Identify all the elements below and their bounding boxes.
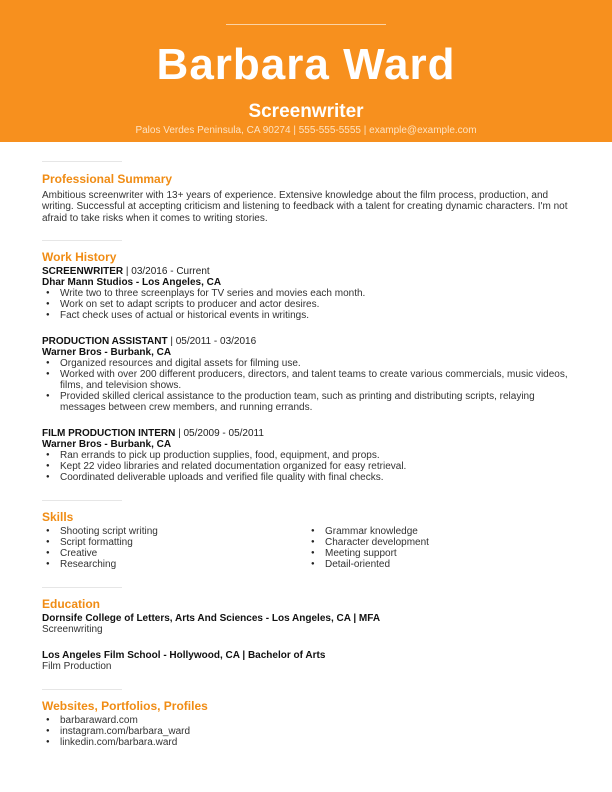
list-item: ● Creative [42,548,307,559]
websites-heading: Websites, Portfolios, Profiles [42,699,208,714]
list-item: ● Organized resources and digital assets for filming use. [42,358,572,369]
websites-section [42,672,572,748]
list-item: ● Character development [307,537,572,548]
list-item: ● Shooting script writing [42,526,307,537]
job-title: SCREENWRITER [42,266,124,278]
summary-heading: Professional Summary [42,172,173,186]
job-entry [42,428,572,483]
website-link[interactable]: ● linkedin.com/barbara.ward [42,737,572,748]
skills-columns [42,526,572,570]
list-item: ● Script formatting [42,537,307,548]
education-heading: Education [42,597,101,612]
list-item: ● Provided skilled clerical assistance to the production team, such as printing and distributing scripts, relaying messages between crew members, and running errands. [42,391,572,413]
job-title-line [42,428,572,439]
education-section [42,570,572,672]
skills-section [42,483,572,570]
education-entry [42,650,572,672]
skills-right-list [307,526,572,570]
website-link[interactable]: ● barbaraward.com [42,715,572,726]
job-dates: | 03/2016 - Current [123,266,210,278]
section-divider [42,161,122,162]
list-item: ● Ran errands to pick up production supplies, food, equipment, and props. [42,450,572,461]
list-item: ● Meeting support [307,548,572,559]
skills-left-list [42,526,307,570]
work-history-heading: Work History [42,250,117,265]
education-entry [42,613,572,635]
list-item: ● Fact check uses of actual or historical events in writings. [42,310,572,321]
job-entry [42,266,572,321]
job-bullets [42,288,572,321]
website-link[interactable]: ● instagram.com/barbara_ward [42,726,572,737]
job-dates: | 05/2011 - 03/2016 [167,336,257,348]
list-item: ● Kept 22 video libraries and related documentation organized for easy retrieval. [42,461,572,472]
summary-section [42,142,572,224]
education-field: Screenwriting [42,624,103,636]
resume-header [0,0,612,142]
websites-list [42,715,572,748]
list-item: ● Detail-oriented [307,559,572,570]
list-item: ● Work on set to adapt scripts to producer and actor desires. [42,299,572,310]
contact-line: Palos Verdes Peninsula, CA 90274 | 555-555-5555 | example@example.com [135,125,477,136]
job-title: PRODUCTION ASSISTANT [42,336,168,348]
section-divider [42,500,122,501]
candidate-name: Barbara Ward [156,40,456,89]
section-divider [42,689,122,690]
education-school: Dornsife College of Letters, Arts And Sciences - Los Angeles, CA | MFA [42,613,381,625]
list-item: ● Coordinated deliverable uploads and verified file quality with final checks. [42,472,572,483]
header-divider [226,24,386,25]
section-divider [42,587,122,588]
list-item: ● Worked with over 200 different producers, directors, and talent teams to create various commercials, music videos, films, and television shows. [42,369,572,391]
job-title-line [42,266,572,277]
candidate-title: Screenwriter [248,101,364,122]
resume-body [42,142,572,748]
job-company: Dhar Mann Studios - Los Angeles, CA [42,277,222,289]
work-history-section [42,224,572,483]
education-school: Los Angeles Film School - Hollywood, CA | Bachelor of Arts [42,649,326,661]
job-bullets [42,358,572,413]
education-field: Film Production [42,660,112,672]
list-item: ● Grammar knowledge [307,526,572,537]
job-company: Warner Bros - Burbank, CA [42,347,172,359]
job-title-line [42,336,572,347]
job-dates: | 05/2009 - 05/2011 [175,428,264,440]
list-item: ● Write two to three screenplays for TV series and movies each month. [42,288,572,299]
job-bullets [42,450,572,483]
list-item: ● Researching [42,559,307,570]
summary-text: Ambitious screenwriter with 13+ years of experience. Extensive knowledge about the film process, production, and writing. Successful at accepting criticism and listening to feedback with a talent for creating dynamic characters. I'm not afraid to take risks when it comes to writing stories. [42,190,568,224]
section-divider [42,240,122,241]
job-title: FILM PRODUCTION INTERN [42,428,176,440]
job-entry [42,336,572,413]
skills-heading: Skills [42,510,74,525]
job-company: Warner Bros - Burbank, CA [42,439,172,451]
